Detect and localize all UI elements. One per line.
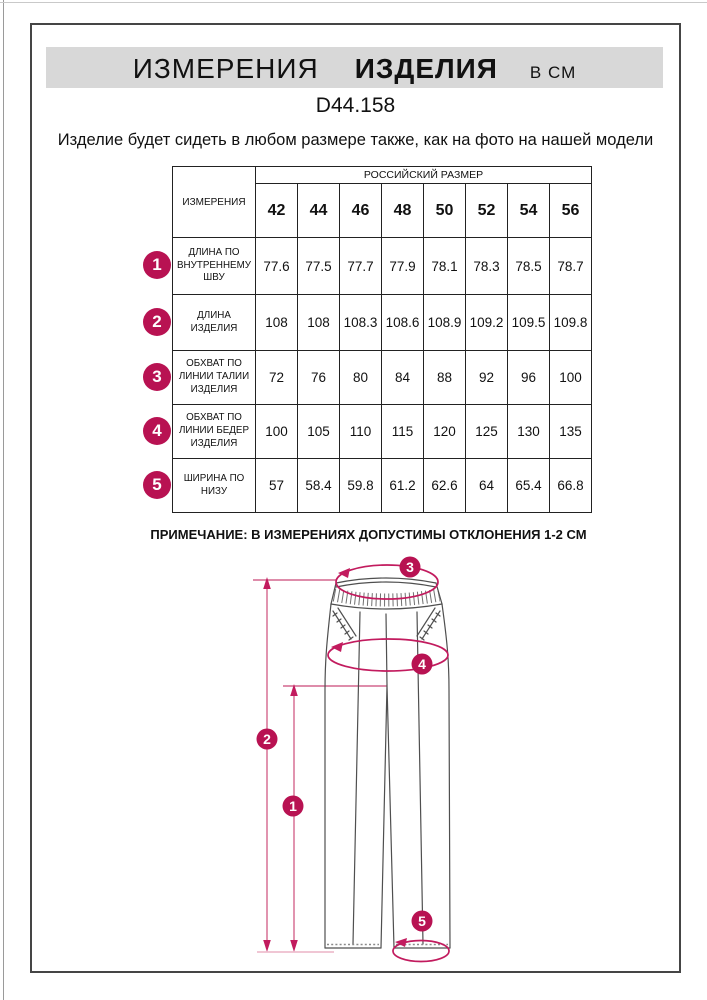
measure-value: 88 <box>424 351 466 405</box>
measure-value: 80 <box>340 351 382 405</box>
measure-value: 62.6 <box>424 459 466 513</box>
table-row-garment-length <box>173 295 592 351</box>
measure-value: 84 <box>382 351 424 405</box>
pants-technical-drawing <box>245 556 537 973</box>
row-number-badge-3: 3 <box>143 363 171 391</box>
measure-value: 109.2 <box>466 295 508 351</box>
measure-value: 105 <box>298 405 340 459</box>
row-number-badge-5: 5 <box>143 471 171 499</box>
scan-edge-top <box>0 2 707 3</box>
measure-value: 61.2 <box>382 459 424 513</box>
table-row-waist-girth <box>173 351 592 405</box>
measure-value: 65.4 <box>508 459 550 513</box>
pocket-right <box>417 608 440 640</box>
title-bar <box>46 47 663 88</box>
measure-value: 58.4 <box>298 459 340 513</box>
scan-edge-left <box>3 0 4 1000</box>
size-col-46: 46 <box>340 184 382 238</box>
svg-text:4: 4 <box>418 656 426 672</box>
size-col-54: 54 <box>508 184 550 238</box>
row-number-badge-1: 1 <box>143 251 171 279</box>
measure-value: 109.8 <box>550 295 592 351</box>
measure-value: 76 <box>298 351 340 405</box>
svg-text:5: 5 <box>418 913 426 929</box>
measure-value: 78.1 <box>424 238 466 295</box>
diagram-marker-4 <box>412 654 433 675</box>
diagram-marker-2 <box>257 729 278 750</box>
tolerance-note: ПРИМЕЧАНИЕ: В ИЗМЕРЕНИЯХ ДОПУСТИМЫ ОТКЛОНЕНИЯ 1-2 СМ <box>150 527 587 542</box>
measure-label: ШИРИНА ПО НИЗУ <box>173 459 256 513</box>
measure-value: 78.5 <box>508 238 550 295</box>
measure-value: 120 <box>424 405 466 459</box>
diagram-marker-1 <box>283 796 304 817</box>
measure-value: 115 <box>382 405 424 459</box>
measurements-table-area <box>140 166 592 513</box>
svg-text:1: 1 <box>289 798 297 814</box>
dimension-line-inseam <box>283 684 387 952</box>
measure-value: 77.7 <box>340 238 382 295</box>
measure-label: ОБХВАТ ПО ЛИНИИ ТАЛИИ ИЗДЕЛИЯ <box>173 351 256 405</box>
measure-value: 108.6 <box>382 295 424 351</box>
measure-value: 96 <box>508 351 550 405</box>
measurements-table <box>172 166 592 513</box>
title-word-product: ИЗДЕЛИЯ <box>354 53 498 84</box>
group-header-row <box>173 167 592 184</box>
size-col-52: 52 <box>466 184 508 238</box>
svg-text:3: 3 <box>406 559 414 575</box>
measure-label: ОБХВАТ ПО ЛИНИИ БЕДЕР ИЗДЕЛИЯ <box>173 405 256 459</box>
legs <box>325 604 450 948</box>
measure-value: 100 <box>256 405 298 459</box>
measure-value: 66.8 <box>550 459 592 513</box>
measure-value: 108 <box>256 295 298 351</box>
hem-width-ellipse <box>393 938 449 962</box>
size-col-44: 44 <box>298 184 340 238</box>
measure-value: 72 <box>256 351 298 405</box>
measure-value: 108.3 <box>340 295 382 351</box>
title-word-measurements: ИЗМЕРЕНИЯ <box>132 53 319 84</box>
measure-value: 77.5 <box>298 238 340 295</box>
corner-header-cell: ИЗМЕРЕНИЯ <box>173 167 256 238</box>
measure-value: 100 <box>550 351 592 405</box>
row-number-badge-4: 4 <box>143 417 171 445</box>
table-row-hem-width <box>173 459 592 513</box>
size-col-42: 42 <box>256 184 298 238</box>
measure-label: ДЛИНА ПО ВНУТРЕННЕМУ ШВУ <box>173 238 256 295</box>
size-col-56: 56 <box>550 184 592 238</box>
diagram-marker-5 <box>412 911 433 932</box>
title-unit-cm: В СМ <box>529 63 577 82</box>
svg-text:2: 2 <box>263 731 271 747</box>
measure-value: 77.9 <box>382 238 424 295</box>
measure-value: 77.6 <box>256 238 298 295</box>
table-row-inseam-length <box>173 238 592 295</box>
measure-value: 78.7 <box>550 238 592 295</box>
measure-value: 109.5 <box>508 295 550 351</box>
size-col-50: 50 <box>424 184 466 238</box>
measure-value: 135 <box>550 405 592 459</box>
pocket-left <box>333 608 356 640</box>
measure-value: 64 <box>466 459 508 513</box>
diagram-marker-3 <box>400 557 421 578</box>
measure-value: 125 <box>466 405 508 459</box>
measure-value: 78.3 <box>466 238 508 295</box>
measure-value: 92 <box>466 351 508 405</box>
measure-value: 110 <box>340 405 382 459</box>
row-number-badge-2: 2 <box>143 308 171 336</box>
product-code: D44.158 <box>315 94 396 117</box>
measure-value: 108.9 <box>424 295 466 351</box>
measure-value: 59.8 <box>340 459 382 513</box>
pants-outline <box>325 578 450 948</box>
fit-subtitle: Изделие будет сидеть в любом размере также, как на фото на нашей модели <box>57 131 654 149</box>
russian-size-header: РОССИЙСКИЙ РАЗМЕР <box>256 167 592 184</box>
size-col-48: 48 <box>382 184 424 238</box>
table-row-hip-girth <box>173 405 592 459</box>
measure-label: ДЛИНА ИЗДЕЛИЯ <box>173 295 256 351</box>
measure-value: 108 <box>298 295 340 351</box>
measure-value: 57 <box>256 459 298 513</box>
measure-value: 130 <box>508 405 550 459</box>
